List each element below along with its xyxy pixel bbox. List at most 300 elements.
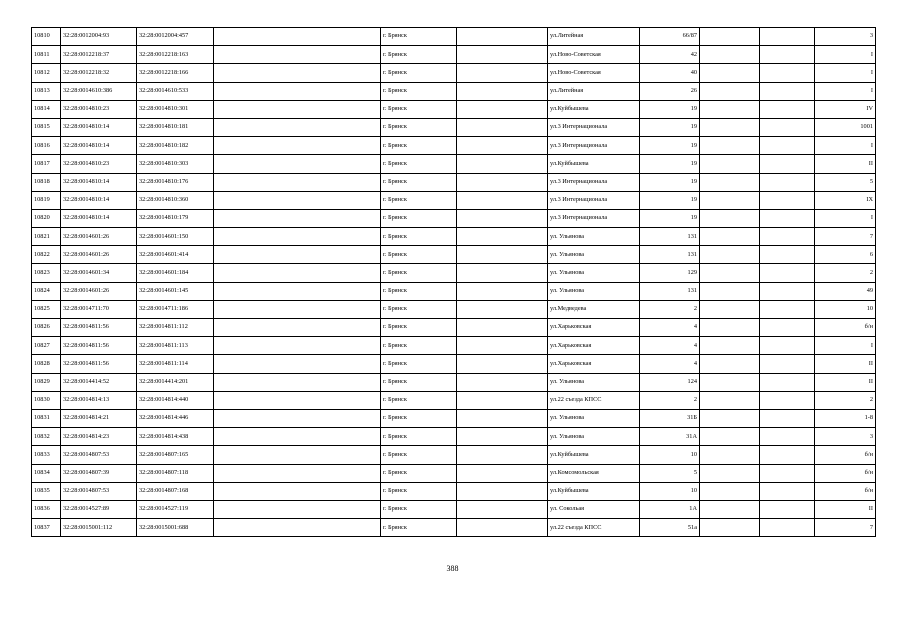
city-cell: г. Брянск (381, 482, 457, 500)
street-cell: ул.3 Интернационала (548, 191, 640, 209)
empty-cell (700, 391, 760, 409)
land-cadastral-number: 32:28:0014810:23 (61, 155, 137, 173)
city-cell: г. Брянск (381, 446, 457, 464)
land-cadastral-number: 32:28:0014601:26 (61, 228, 137, 246)
empty-cell (214, 300, 381, 318)
land-cadastral-number: 32:28:0014807:53 (61, 446, 137, 464)
city-cell: г. Брянск (381, 137, 457, 155)
empty-cell (214, 482, 381, 500)
street-cell: ул. Ульянова (548, 282, 640, 300)
table-row (32, 519, 876, 537)
empty-cell (457, 246, 548, 264)
empty-cell (700, 264, 760, 282)
record-number: 10837 (32, 519, 61, 537)
empty-cell (700, 464, 760, 482)
empty-cell (214, 391, 381, 409)
city-cell: г. Брянск (381, 82, 457, 100)
table-row (32, 300, 876, 318)
empty-cell (700, 246, 760, 264)
empty-cell (214, 28, 381, 46)
empty-cell (457, 282, 548, 300)
empty-cell (457, 464, 548, 482)
empty-cell (700, 82, 760, 100)
table-row (32, 209, 876, 227)
empty-cell (700, 191, 760, 209)
table-row (32, 355, 876, 373)
street-cell: ул.Литейная (548, 82, 640, 100)
apartment-cell: IV (815, 100, 876, 118)
empty-cell (214, 319, 381, 337)
city-cell: г. Брянск (381, 228, 457, 246)
record-number: 10816 (32, 137, 61, 155)
city-cell: г. Брянск (381, 500, 457, 518)
land-cadastral-number: 32:28:0012004:93 (61, 28, 137, 46)
apartment-cell: 6 (815, 246, 876, 264)
land-cadastral-number: 32:28:0014527:89 (61, 500, 137, 518)
empty-cell (457, 100, 548, 118)
object-cadastral-number: 32:28:0014810:360 (137, 191, 214, 209)
record-number: 10833 (32, 446, 61, 464)
city-cell: г. Брянск (381, 191, 457, 209)
land-cadastral-number: 32:28:0014810:14 (61, 173, 137, 191)
apartment-cell: II (815, 500, 876, 518)
city-cell: г. Брянск (381, 464, 457, 482)
apartment-cell: 1-8 (815, 409, 876, 427)
empty-cell (214, 373, 381, 391)
apartment-cell: II (815, 355, 876, 373)
apartment-cell: I (815, 64, 876, 82)
empty-cell (760, 155, 815, 173)
empty-cell (214, 428, 381, 446)
record-number: 10834 (32, 464, 61, 482)
apartment-cell: 2 (815, 264, 876, 282)
apartment-cell: 49 (815, 282, 876, 300)
record-number: 10813 (32, 82, 61, 100)
empty-cell (760, 391, 815, 409)
object-cadastral-number: 32:28:0012218:166 (137, 64, 214, 82)
city-cell: г. Брянск (381, 300, 457, 318)
city-cell: г. Брянск (381, 319, 457, 337)
empty-cell (760, 519, 815, 537)
table-body (32, 28, 876, 537)
street-cell: ул.Куйбышева (548, 100, 640, 118)
house-cell: 1А (640, 500, 700, 518)
empty-cell (457, 409, 548, 427)
object-cadastral-number: 32:28:0014601:184 (137, 264, 214, 282)
empty-cell (700, 155, 760, 173)
city-cell: г. Брянск (381, 28, 457, 46)
street-cell: ул.22 съезда КПСС (548, 391, 640, 409)
city-cell: г. Брянск (381, 209, 457, 227)
apartment-cell: II (815, 373, 876, 391)
record-number: 10826 (32, 319, 61, 337)
house-cell: 31Б (640, 409, 700, 427)
empty-cell (457, 64, 548, 82)
empty-cell (214, 46, 381, 64)
street-cell: ул.3 Интернационала (548, 118, 640, 136)
table-row (32, 246, 876, 264)
object-cadastral-number: 32:28:0012218:163 (137, 46, 214, 64)
house-cell: 19 (640, 155, 700, 173)
street-cell: ул.Медведева (548, 300, 640, 318)
empty-cell (214, 82, 381, 100)
object-cadastral-number: 32:28:0014527:119 (137, 500, 214, 518)
empty-cell (760, 64, 815, 82)
empty-cell (760, 118, 815, 136)
record-number: 10819 (32, 191, 61, 209)
house-cell: 19 (640, 209, 700, 227)
city-cell: г. Брянск (381, 373, 457, 391)
empty-cell (214, 264, 381, 282)
table-row (32, 46, 876, 64)
land-cadastral-number: 32:28:0014811:56 (61, 337, 137, 355)
empty-cell (214, 100, 381, 118)
empty-cell (457, 155, 548, 173)
street-cell: ул.Литейная (548, 28, 640, 46)
land-cadastral-number: 32:28:0014814:23 (61, 428, 137, 446)
table-row (32, 100, 876, 118)
object-cadastral-number: 32:28:0014807:168 (137, 482, 214, 500)
street-cell: ул. Ульянова (548, 228, 640, 246)
empty-cell (700, 28, 760, 46)
city-cell: г. Брянск (381, 246, 457, 264)
land-cadastral-number: 32:28:0014810:14 (61, 209, 137, 227)
house-cell: 131 (640, 228, 700, 246)
empty-cell (760, 319, 815, 337)
empty-cell (214, 191, 381, 209)
house-cell: 66/87 (640, 28, 700, 46)
empty-cell (214, 246, 381, 264)
empty-cell (700, 319, 760, 337)
object-cadastral-number: 32:28:0014601:414 (137, 246, 214, 264)
object-cadastral-number: 32:28:0014814:438 (137, 428, 214, 446)
city-cell: г. Брянск (381, 355, 457, 373)
empty-cell (457, 209, 548, 227)
object-cadastral-number: 32:28:0014810:181 (137, 118, 214, 136)
empty-cell (457, 446, 548, 464)
object-cadastral-number: 32:28:0014810:182 (137, 137, 214, 155)
apartment-cell: 7 (815, 228, 876, 246)
land-cadastral-number: 32:28:0014810:14 (61, 191, 137, 209)
empty-cell (760, 500, 815, 518)
street-cell: ул.Харьковская (548, 337, 640, 355)
city-cell: г. Брянск (381, 337, 457, 355)
empty-cell (700, 228, 760, 246)
empty-cell (700, 428, 760, 446)
page-number: 388 (446, 564, 459, 573)
table-row (32, 137, 876, 155)
land-cadastral-number: 32:28:0014810:14 (61, 118, 137, 136)
empty-cell (760, 373, 815, 391)
record-number: 10824 (32, 282, 61, 300)
table-row (32, 391, 876, 409)
house-cell: 51а (640, 519, 700, 537)
object-cadastral-number: 32:28:0014807:165 (137, 446, 214, 464)
empty-cell (214, 228, 381, 246)
empty-cell (214, 464, 381, 482)
table-row (32, 464, 876, 482)
empty-cell (760, 264, 815, 282)
record-number: 10822 (32, 246, 61, 264)
land-cadastral-number: 32:28:0014601:34 (61, 264, 137, 282)
house-cell: 131 (640, 246, 700, 264)
house-cell: 124 (640, 373, 700, 391)
record-number: 10827 (32, 337, 61, 355)
empty-cell (214, 519, 381, 537)
house-cell: 26 (640, 82, 700, 100)
street-cell: ул. Ульянова (548, 373, 640, 391)
object-cadastral-number: 32:28:0015001:688 (137, 519, 214, 537)
empty-cell (214, 409, 381, 427)
record-number: 10823 (32, 264, 61, 282)
empty-cell (700, 373, 760, 391)
street-cell: ул. Ульянова (548, 246, 640, 264)
empty-cell (760, 446, 815, 464)
street-cell: ул.22 съезда КПСС (548, 519, 640, 537)
apartment-cell: 3 (815, 28, 876, 46)
empty-cell (457, 319, 548, 337)
street-cell: ул.Куйбышева (548, 155, 640, 173)
land-cadastral-number: 32:28:0014711:70 (61, 300, 137, 318)
house-cell: 31А (640, 428, 700, 446)
empty-cell (457, 264, 548, 282)
empty-cell (760, 209, 815, 227)
empty-cell (700, 519, 760, 537)
empty-cell (760, 100, 815, 118)
empty-cell (214, 118, 381, 136)
table-row (32, 228, 876, 246)
empty-cell (760, 482, 815, 500)
object-cadastral-number: 32:28:0014601:145 (137, 282, 214, 300)
empty-cell (457, 28, 548, 46)
object-cadastral-number: 32:28:0014811:114 (137, 355, 214, 373)
house-cell: 40 (640, 64, 700, 82)
city-cell: г. Брянск (381, 391, 457, 409)
street-cell: ул.Комсомольская (548, 464, 640, 482)
table-row (32, 173, 876, 191)
street-cell: ул.Куйбышева (548, 446, 640, 464)
empty-cell (760, 46, 815, 64)
record-number: 10814 (32, 100, 61, 118)
empty-cell (760, 300, 815, 318)
record-number: 10812 (32, 64, 61, 82)
record-number: 10818 (32, 173, 61, 191)
house-cell: 5 (640, 464, 700, 482)
empty-cell (760, 191, 815, 209)
table-row (32, 155, 876, 173)
empty-cell (700, 118, 760, 136)
table-row (32, 319, 876, 337)
house-cell: 2 (640, 300, 700, 318)
apartment-cell: б/н (815, 446, 876, 464)
apartment-cell: 5 (815, 173, 876, 191)
empty-cell (760, 282, 815, 300)
apartment-cell: IX (815, 191, 876, 209)
empty-cell (760, 246, 815, 264)
house-cell: 131 (640, 282, 700, 300)
empty-cell (457, 191, 548, 209)
table-row (32, 446, 876, 464)
empty-cell (760, 355, 815, 373)
record-number: 10832 (32, 428, 61, 446)
land-cadastral-number: 32:28:0014811:56 (61, 319, 137, 337)
empty-cell (214, 446, 381, 464)
object-cadastral-number: 32:28:0014610:533 (137, 82, 214, 100)
object-cadastral-number: 32:28:0014811:113 (137, 337, 214, 355)
land-cadastral-number: 32:28:0012218:32 (61, 64, 137, 82)
empty-cell (760, 173, 815, 191)
street-cell: ул. Ульянова (548, 264, 640, 282)
record-number: 10828 (32, 355, 61, 373)
record-number: 10825 (32, 300, 61, 318)
empty-cell (700, 482, 760, 500)
empty-cell (700, 282, 760, 300)
empty-cell (457, 373, 548, 391)
house-cell: 19 (640, 137, 700, 155)
city-cell: г. Брянск (381, 519, 457, 537)
house-cell: 10 (640, 482, 700, 500)
record-number: 10810 (32, 28, 61, 46)
empty-cell (700, 209, 760, 227)
table-row (32, 337, 876, 355)
apartment-cell: 2 (815, 391, 876, 409)
land-cadastral-number: 32:28:0014601:26 (61, 246, 137, 264)
street-cell: ул.Ново-Советская (548, 64, 640, 82)
table-row (32, 373, 876, 391)
table-row (32, 282, 876, 300)
apartment-cell: I (815, 46, 876, 64)
city-cell: г. Брянск (381, 46, 457, 64)
empty-cell (700, 46, 760, 64)
city-cell: г. Брянск (381, 409, 457, 427)
object-cadastral-number: 32:28:0012004:457 (137, 28, 214, 46)
empty-cell (214, 282, 381, 300)
table-row (32, 264, 876, 282)
empty-cell (700, 137, 760, 155)
empty-cell (214, 500, 381, 518)
house-cell: 42 (640, 46, 700, 64)
city-cell: г. Брянск (381, 428, 457, 446)
empty-cell (700, 173, 760, 191)
land-cadastral-number: 32:28:0014811:56 (61, 355, 137, 373)
empty-cell (457, 118, 548, 136)
house-cell: 2 (640, 391, 700, 409)
object-cadastral-number: 32:28:0014810:179 (137, 209, 214, 227)
house-cell: 129 (640, 264, 700, 282)
street-cell: ул.Харьковская (548, 319, 640, 337)
empty-cell (457, 519, 548, 537)
city-cell: г. Брянск (381, 282, 457, 300)
empty-cell (700, 100, 760, 118)
record-number: 10821 (32, 228, 61, 246)
land-cadastral-number: 32:28:0015001:112 (61, 519, 137, 537)
empty-cell (760, 337, 815, 355)
empty-cell (214, 355, 381, 373)
empty-cell (700, 300, 760, 318)
table-row (32, 82, 876, 100)
city-cell: г. Брянск (381, 118, 457, 136)
empty-cell (214, 64, 381, 82)
land-cadastral-number: 32:28:0014814:13 (61, 391, 137, 409)
object-cadastral-number: 32:28:0014810:303 (137, 155, 214, 173)
object-cadastral-number: 32:28:0014414:201 (137, 373, 214, 391)
empty-cell (457, 137, 548, 155)
empty-cell (760, 428, 815, 446)
land-cadastral-number: 32:28:0014601:26 (61, 282, 137, 300)
land-cadastral-number: 32:28:0014814:21 (61, 409, 137, 427)
city-cell: г. Брянск (381, 173, 457, 191)
house-cell: 10 (640, 446, 700, 464)
apartment-cell: б/н (815, 464, 876, 482)
house-cell: 19 (640, 173, 700, 191)
empty-cell (457, 173, 548, 191)
apartment-cell: 3 (815, 428, 876, 446)
house-cell: 4 (640, 337, 700, 355)
record-number: 10817 (32, 155, 61, 173)
record-number: 10831 (32, 409, 61, 427)
table-row (32, 118, 876, 136)
empty-cell (760, 137, 815, 155)
house-cell: 4 (640, 319, 700, 337)
apartment-cell: 1001 (815, 118, 876, 136)
empty-cell (457, 46, 548, 64)
empty-cell (214, 155, 381, 173)
street-cell: ул. Ульянова (548, 409, 640, 427)
empty-cell (214, 173, 381, 191)
empty-cell (214, 337, 381, 355)
land-cadastral-number: 32:28:0014810:23 (61, 100, 137, 118)
empty-cell (457, 482, 548, 500)
object-cadastral-number: 32:28:0014810:176 (137, 173, 214, 191)
record-number: 10811 (32, 46, 61, 64)
record-number: 10820 (32, 209, 61, 227)
object-cadastral-number: 32:28:0014811:112 (137, 319, 214, 337)
empty-cell (214, 137, 381, 155)
street-cell: ул.Куйбышева (548, 482, 640, 500)
empty-cell (700, 337, 760, 355)
apartment-cell: б/н (815, 319, 876, 337)
street-cell: ул. Сокольая (548, 500, 640, 518)
house-cell: 4 (640, 355, 700, 373)
empty-cell (700, 355, 760, 373)
city-cell: г. Брянск (381, 264, 457, 282)
land-cadastral-number: 32:28:0012218:37 (61, 46, 137, 64)
object-cadastral-number: 32:28:0014810:301 (137, 100, 214, 118)
empty-cell (457, 355, 548, 373)
land-cadastral-number: 32:28:0014807:39 (61, 464, 137, 482)
empty-cell (457, 300, 548, 318)
empty-cell (457, 337, 548, 355)
table-row (32, 500, 876, 518)
empty-cell (700, 500, 760, 518)
city-cell: г. Брянск (381, 100, 457, 118)
object-cadastral-number: 32:28:0014814:440 (137, 391, 214, 409)
apartment-cell: I (815, 82, 876, 100)
property-register-table (31, 27, 876, 537)
object-cadastral-number: 32:28:0014711:186 (137, 300, 214, 318)
street-cell: ул.Ново-Советская (548, 46, 640, 64)
empty-cell (457, 500, 548, 518)
land-cadastral-number: 32:28:0014610:386 (61, 82, 137, 100)
empty-cell (760, 28, 815, 46)
object-cadastral-number: 32:28:0014601:150 (137, 228, 214, 246)
apartment-cell: I (815, 137, 876, 155)
empty-cell (700, 409, 760, 427)
record-number: 10835 (32, 482, 61, 500)
house-cell: 19 (640, 191, 700, 209)
table-row (32, 64, 876, 82)
house-cell: 19 (640, 118, 700, 136)
